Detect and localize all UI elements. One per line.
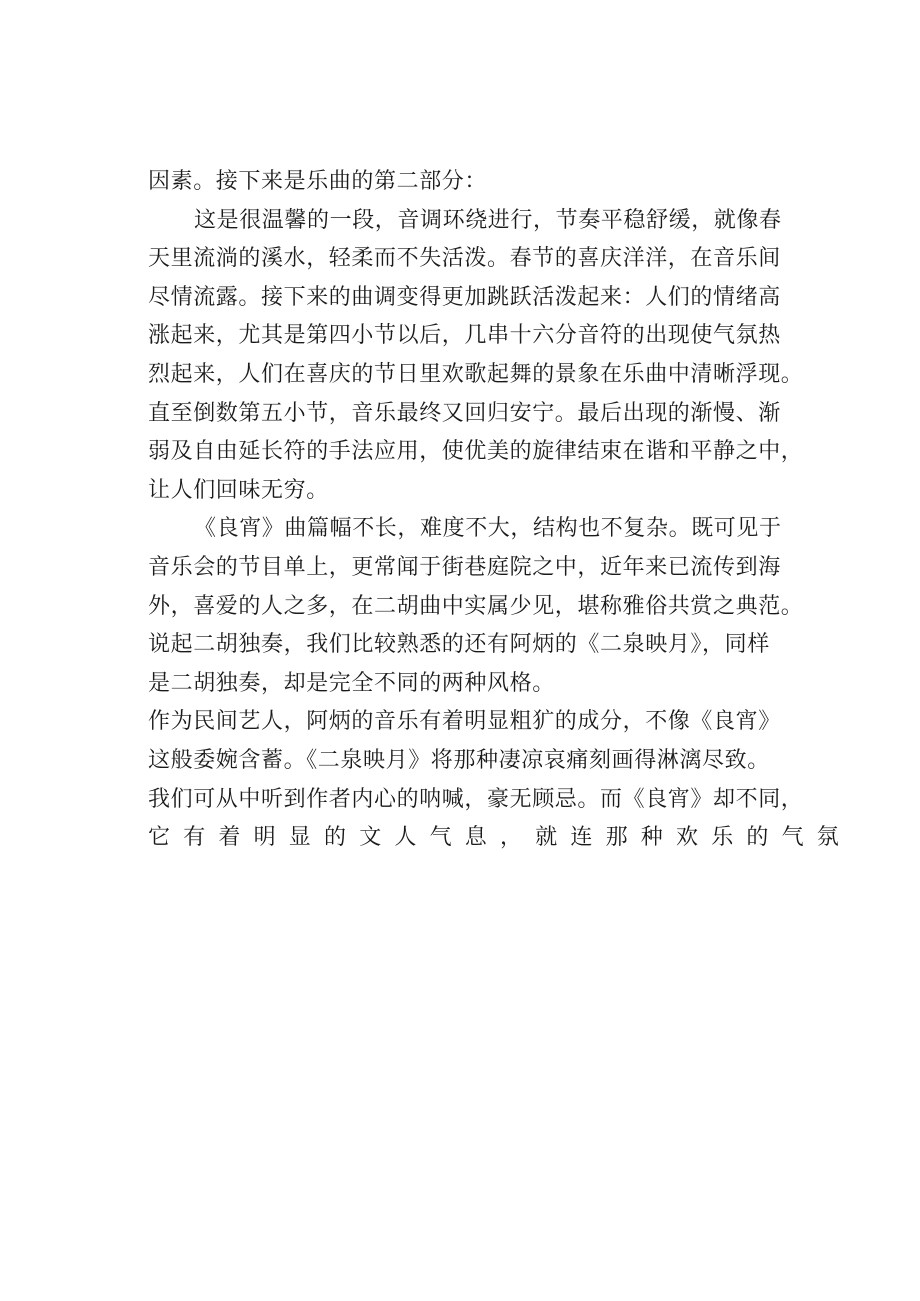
text-line: 因素。接下来是乐曲的第二部分： [148, 169, 488, 194]
text-line: 这般委婉含蓄。《二泉映月》将那种凄凉哀痛刻画得淋漓尽致。 [148, 747, 770, 773]
paragraph-start-line: 《良宵》曲篇幅不长，难度不大，结构也不复杂。既可见于 [194, 516, 782, 542]
text-line: 它有着明显的文人气息，就连那种欢乐的气氛 [148, 825, 853, 851]
paragraph-start-line: 这是很温馨的一段，音调环绕进行，节奏平稳舒缓，就像春 [194, 207, 782, 233]
text-line: 音乐会的节目单上，更常闻于街巷庭院之中，近年来已流传到海 [148, 554, 781, 580]
text-line: 尽情流露。接下来的曲调变得更加跳跃活泼起来：人们的情绪高 [148, 284, 781, 310]
text-line: 烈起来，人们在喜庆的节日里欢歌起舞的景象在乐曲中清晰浮现。 [148, 361, 804, 387]
text-line: 让人们回味无穷。 [148, 477, 329, 503]
body-text [148, 163, 853, 858]
text-line: 说起二胡独奏，我们比较熟悉的还有阿炳的《二泉映月》，同样 [148, 632, 770, 658]
text-line: 我们可从中听到作者内心的呐喊，豪无顾忌。而《良宵》却不同， [148, 786, 804, 812]
text-line: 是二胡独奏，却是完全不同的两种风格。 [148, 670, 555, 696]
text-line: 弱及自由延长符的手法应用，使优美的旋律结束在谐和平静之中， [148, 439, 804, 465]
text-line: 直至倒数第五小节，音乐最终又回归安宁。最后出现的渐慢、渐 [148, 400, 781, 426]
paragraph-start-line: 作为民间艺人，阿炳的音乐有着明显粗犷的成分，不像《良宵》 [148, 709, 781, 735]
text-line: 外，喜爱的人之多，在二胡曲中实属少见，堪称雅俗共赏之典范。 [148, 593, 804, 619]
text-line: 天里流淌的溪水，轻柔而不失活泼。春节的喜庆洋洋，在音乐间 [148, 246, 781, 272]
text-line: 涨起来，尤其是第四小节以后，几串十六分音符的出现使气氛热 [148, 323, 781, 349]
